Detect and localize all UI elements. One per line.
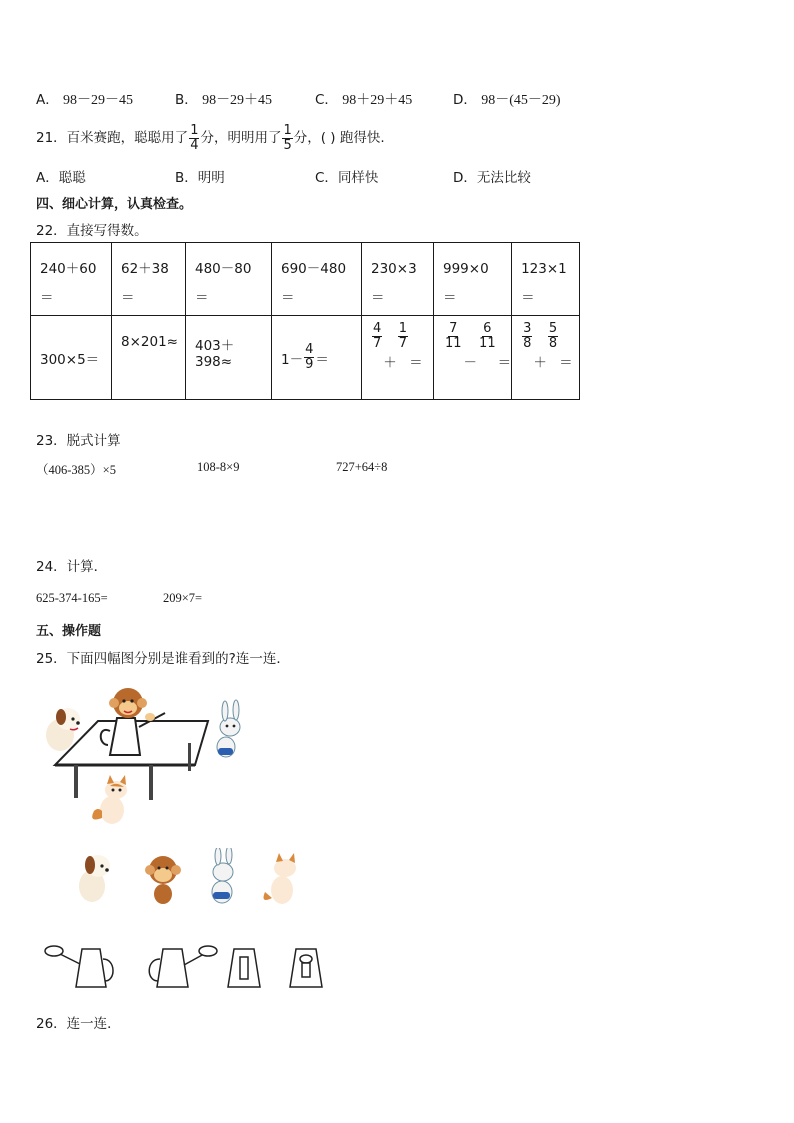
fraction: [304, 343, 314, 372]
option-letter: D．: [453, 170, 477, 186]
option-letter: C．: [315, 92, 338, 108]
q24-item-2: 209×7=: [163, 591, 203, 605]
numerator: 3: [523, 321, 532, 336]
section-5-heading: 五、操作题: [36, 624, 102, 639]
option-text: 无法比较: [476, 170, 531, 186]
rabbit-icon: [217, 700, 240, 757]
numerator: 1: [398, 321, 408, 336]
option-expression: 98－29＋45: [202, 93, 273, 108]
q23-title: 23．脱式计算: [36, 433, 121, 449]
expression: 403＋398≈: [195, 338, 235, 370]
table-cell: [186, 243, 272, 316]
operator: ＋: [383, 354, 397, 371]
watering-can-back-view-icon: [290, 949, 322, 987]
numerator: 7: [449, 321, 458, 336]
fraction: [398, 322, 408, 351]
fraction: [548, 322, 558, 351]
monkey-icon: [109, 688, 155, 721]
q21-text-mid: 分，明明用了: [200, 130, 282, 146]
denominator: 8: [523, 336, 532, 351]
q23-item-1: （406-385）×5: [36, 463, 116, 477]
q21-option-b: [175, 166, 225, 186]
expression-part: 1－: [281, 351, 304, 368]
numerator: 4: [305, 342, 314, 357]
option-letter: A．: [36, 170, 59, 186]
table-cell: [272, 243, 362, 316]
q23-item-2: 108-8×9: [197, 460, 240, 474]
rabbit-icon: [212, 848, 233, 903]
table-cell: [112, 243, 186, 316]
numerator: 1: [283, 122, 292, 138]
fraction: [444, 322, 463, 351]
denominator: 4: [190, 137, 199, 153]
equals-sign: ＝: [409, 354, 423, 371]
table-cell: [31, 243, 112, 316]
equals-sign: ＝: [281, 290, 295, 306]
numerator: 5: [548, 321, 558, 336]
expression: 690－480: [281, 261, 347, 277]
expression: 230×3: [371, 261, 417, 277]
option-text: 同样快: [337, 170, 379, 186]
operator: ＋: [533, 354, 547, 371]
mental-math-table: [30, 242, 580, 400]
q21-question: [36, 121, 385, 155]
table-cell: [186, 316, 272, 400]
table-cell: [31, 316, 112, 400]
table-cell: [362, 243, 434, 316]
scene-table-animals-illustration: [40, 683, 255, 833]
fraction-one-fifth: [282, 124, 292, 153]
q24-item-1: 625-374-165=: [36, 591, 108, 605]
numerator: 1: [190, 122, 199, 138]
equals-sign: ＝: [497, 354, 512, 371]
option-expression: 98＋29＋45: [342, 93, 413, 108]
four-views-illustration: [42, 945, 327, 991]
option-letter: D．: [453, 92, 477, 108]
option-expression: 98－(45－29): [481, 93, 561, 108]
q22-title: 22．直接写得数。: [36, 223, 148, 239]
option-letter: A．: [36, 92, 59, 108]
table-row: [31, 316, 580, 400]
fraction: [522, 322, 532, 351]
q25-title: 25．下面四幅图分别是谁看到的?连一连．: [36, 651, 290, 667]
table-cell: [512, 243, 580, 316]
equals-sign: ＝: [195, 290, 209, 306]
option-text: 聪聪: [58, 170, 86, 186]
cat-icon: [92, 775, 127, 824]
fraction-one-quarter: [189, 124, 199, 153]
table-cell: [434, 243, 512, 316]
monkey-icon: [145, 856, 181, 904]
table-cell: [434, 316, 512, 400]
expression: 300×5＝: [40, 351, 100, 368]
table-cell: [362, 316, 434, 400]
expression: 62＋38: [121, 261, 169, 277]
expression: 480－80: [195, 261, 252, 277]
section-4-heading: 四、细心计算，认真检查。: [36, 197, 193, 212]
q26-title: 26．连一连．: [36, 1016, 121, 1032]
denominator: 11: [479, 336, 496, 351]
denominator: 11: [445, 336, 462, 351]
denominator: 8: [548, 336, 558, 351]
table-cell: [512, 316, 580, 400]
table-cell: [112, 316, 186, 400]
option-letter: B．: [175, 170, 198, 186]
q24-title: 24．计算．: [36, 559, 108, 575]
q21-option-a: [36, 166, 86, 186]
equals-sign: ＝: [443, 290, 457, 306]
equals-sign: ＝: [121, 290, 135, 306]
table-row: [31, 243, 580, 316]
denominator: 9: [305, 357, 314, 372]
watering-can-front-view-icon: [228, 949, 260, 987]
q21-text-suffix: 分，( ) 跑得快.: [293, 130, 385, 146]
numerator: 6: [483, 321, 492, 336]
equals-sign: ＝: [559, 354, 573, 371]
expression: 123×1＝: [521, 261, 567, 306]
fraction: [478, 322, 497, 351]
animal-row-illustration: [70, 848, 310, 908]
option-expression: 98－29－45: [63, 93, 134, 108]
q21-text-prefix: 21．百米赛跑，聪聪用了: [36, 130, 189, 146]
equals-sign: ＝: [40, 290, 54, 306]
numerator: 4: [373, 321, 382, 336]
q20-option-c: [315, 88, 412, 109]
operator: －: [463, 354, 478, 371]
watering-can-side-view-right-icon: [149, 946, 217, 987]
equals-sign: ＝: [315, 351, 329, 368]
denominator: 5: [283, 137, 292, 153]
table-cell: [272, 316, 362, 400]
watering-can-side-view-left-icon: [45, 946, 113, 987]
cat-icon: [264, 853, 296, 904]
option-text: 明明: [197, 170, 225, 186]
q20-option-a: [36, 88, 133, 109]
fraction: [372, 322, 382, 351]
expression: 8×201≈: [121, 334, 178, 350]
equals-sign: ＝: [371, 290, 385, 306]
dog-icon: [79, 855, 110, 902]
option-letter: B．: [175, 92, 198, 108]
q21-option-d: [453, 166, 531, 186]
denominator: 7: [373, 336, 382, 351]
denominator: 7: [398, 336, 408, 351]
q21-option-c: [315, 166, 378, 186]
q23-item-3: 727+64÷8: [336, 460, 388, 474]
expression: 240＋60: [40, 261, 97, 277]
expression: 999×0: [443, 261, 489, 277]
q20-option-d: [453, 88, 561, 109]
option-letter: C．: [315, 170, 338, 186]
q20-option-b: [175, 88, 272, 109]
